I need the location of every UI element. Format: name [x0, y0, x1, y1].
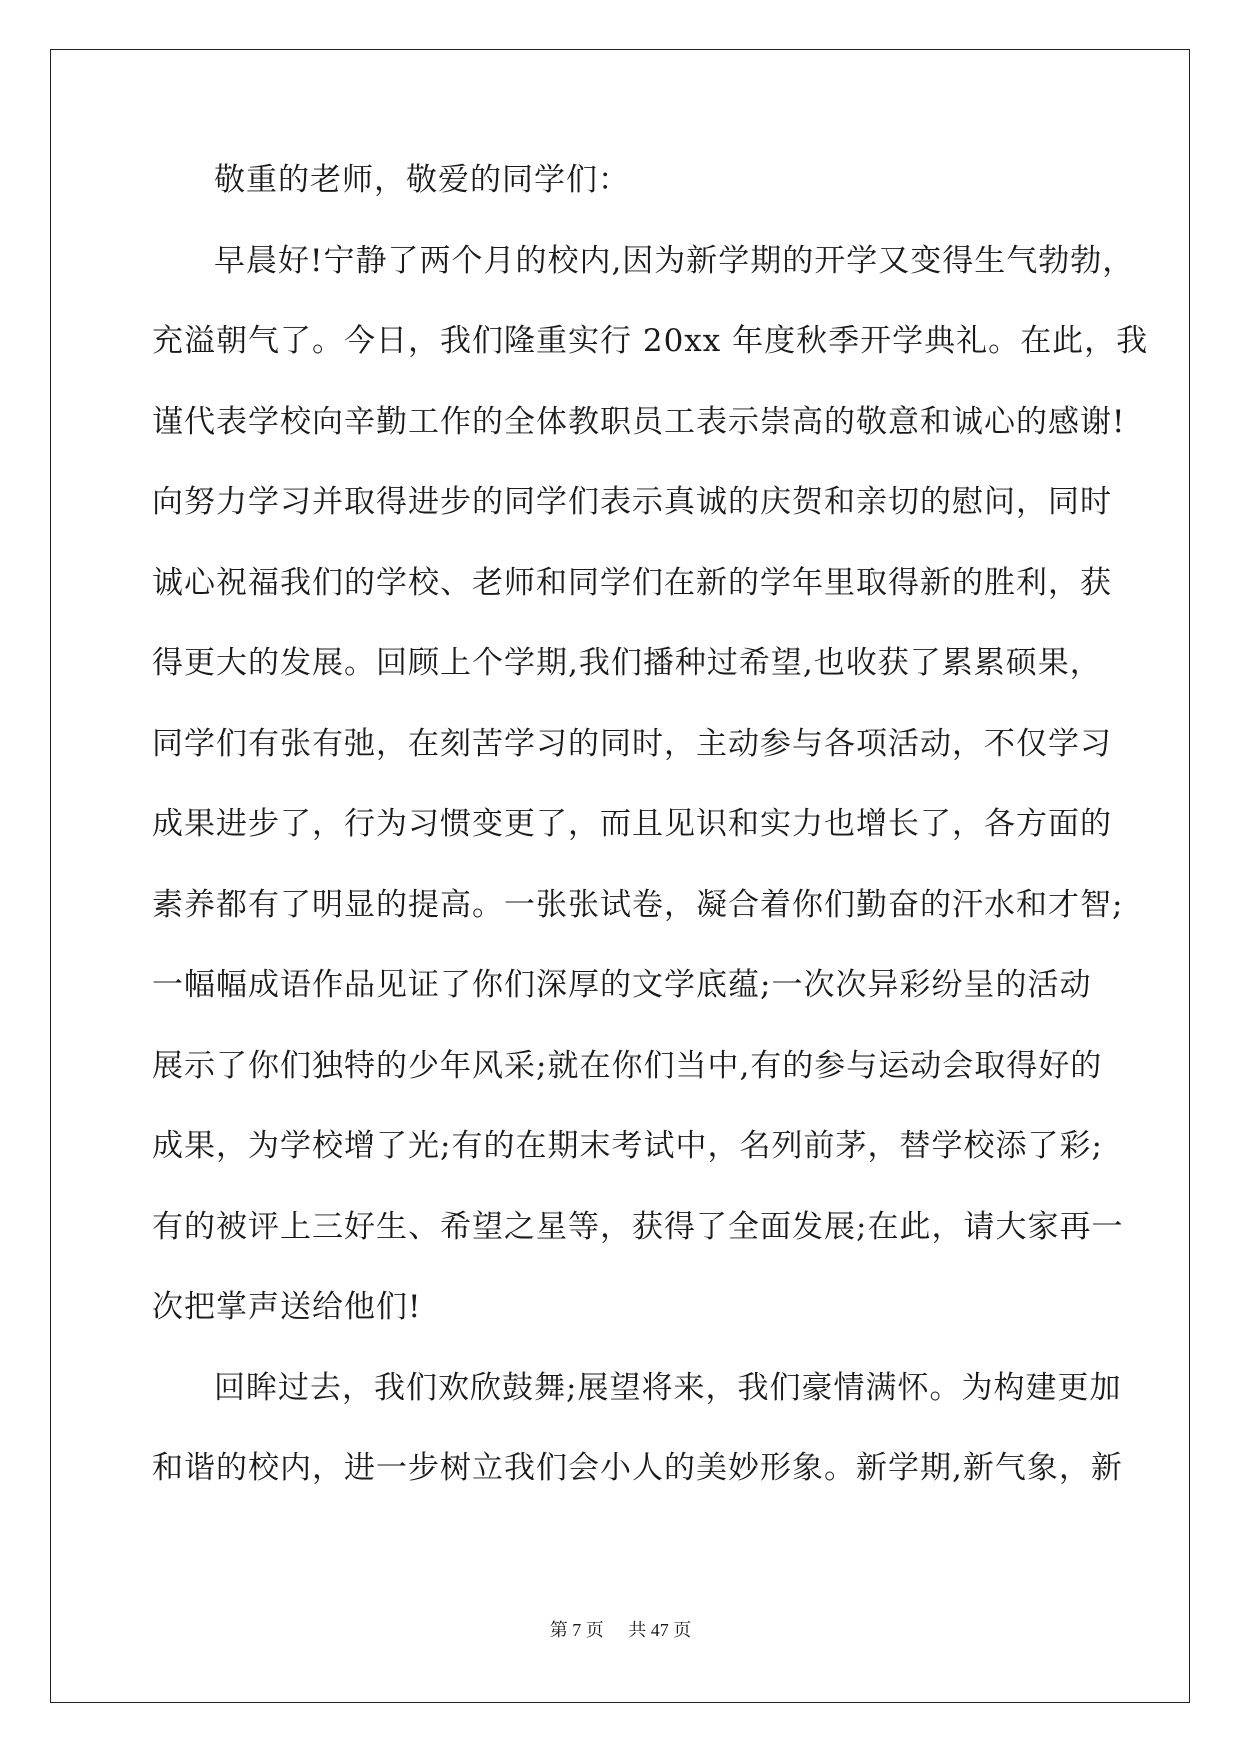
text-line: 展示了你们独特的少年风采;就在你们当中,有的参与运动会取得好的	[152, 1047, 1103, 1084]
text-line: 成果进步了，行为习惯变更了，而且见识和实力也增长了，各方面的	[152, 806, 1112, 842]
page-total: 共 47 页	[628, 1620, 692, 1640]
page-number: 第 7 页	[549, 1620, 604, 1640]
text-line: 有的被评上三好生、希望之星等，获得了全面发展;在此，请大家再一	[152, 1208, 1124, 1245]
text-line: 回眸过去，我们欢欣鼓舞;展望将来，我们豪情满怀。为构建更加	[214, 1369, 1122, 1406]
text-line: 向努力学习并取得进步的同学们表示真诚的庆贺和亲切的慰问，同时	[152, 484, 1112, 520]
text-line: 一幅幅成语作品见证了你们深厚的文学底蕴;一次次异彩纷呈的活动	[152, 967, 1092, 1003]
text-line: 敬重的老师，敬爱的同学们：	[214, 162, 630, 198]
text-line: 早晨好!宁静了两个月的校内,因为新学期的开学又变得生气勃勃，	[214, 242, 1135, 279]
text-line: 谨代表学校向辛勤工作的全体教职员工表示崇高的敬意和诚心的感谢!	[152, 403, 1126, 440]
page-footer	[0, 1620, 1241, 1640]
text-line: 成果，为学校增了光;有的在期末考试中，名列前茅，替学校添了彩;	[152, 1128, 1103, 1164]
text-line: 次把掌声送给他们!	[152, 1289, 422, 1325]
text-line: 得更大的发展。回顾上个学期,我们播种过希望,也收获了累累硕果，	[152, 645, 1102, 681]
text-line: 素养都有了明显的提高。一张张试卷，凝合着你们勤奋的汗水和才智;	[152, 886, 1124, 923]
text-line: 同学们有张有弛，在刻苦学习的同时，主动参与各项活动，不仅学习	[152, 725, 1112, 762]
text-line: 和谐的校内，进一步树立我们会小人的美妙形象。新学期,新气象，新	[152, 1450, 1123, 1486]
document-body	[152, 162, 1149, 1534]
text-line: 诚心祝福我们的学校、老师和同学们在新的学年里取得新的胜利，获	[152, 564, 1112, 601]
text-line: 充溢朝气了。今日，我们隆重实行 20xx 年度秋季开学典礼。在此，我	[152, 323, 1149, 359]
